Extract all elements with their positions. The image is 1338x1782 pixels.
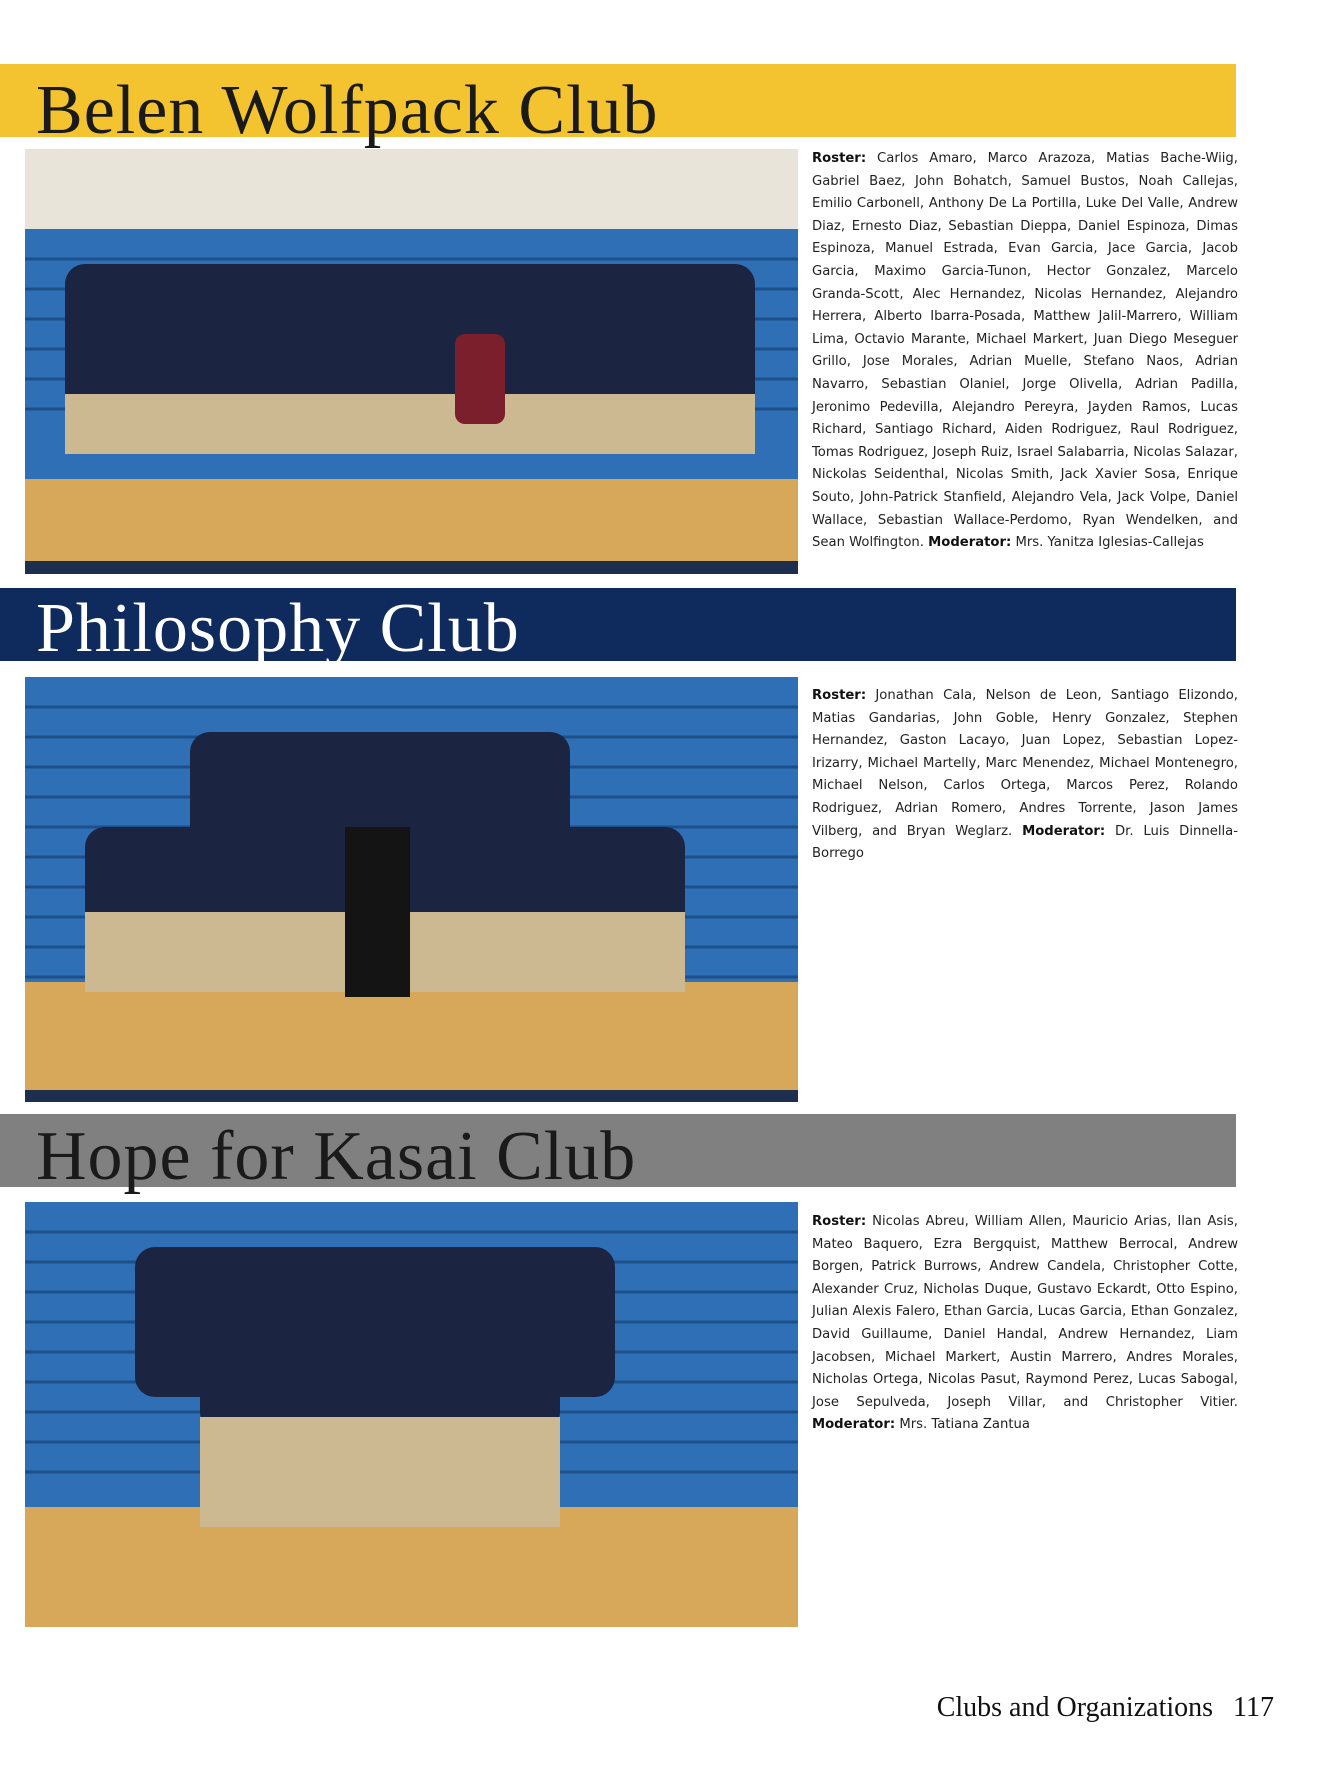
moderator-name: Mrs. Tatiana Zantua: [899, 1417, 1030, 1433]
club-photo-philosophy: [25, 677, 798, 1102]
club-roster-wolfpack: [812, 148, 1238, 555]
moderator-label: Moderator:: [928, 535, 1012, 551]
roster-label: Roster:: [812, 151, 867, 166]
moderator-name: Dr. Luis Dinnella-Borrego: [812, 823, 1238, 862]
club-photo-kasai: [25, 1202, 798, 1627]
roster-names: Carlos Amaro, Marco Arazoza, Matias Bache-Wiig, Gabriel Baez, John Bohatch, Samuel Bustos, Noah Callejas, Emilio Carbonell, Anthony De La Portilla, Luke Del Valle, Andrew Diaz, Ernesto Diaz, Sebastian Dieppa, Daniel Espinoza, Dimas Espinoza, Manuel Estrada, Evan Garcia, Jace Garcia, Jacob Garcia, Maximo Garcia-Tunon, Hector Gonzalez, Marcelo Granda-Scott, Alec Hernandez, Nicolas Hernandez, Alejandro Herrera, Alberto Ibarra-Posada, Matthew Jalil-Marrero, William Lima, Octavio Marante, Michael Markert, Juan Diego Meseguer Grillo, Jose Morales, Adrian Muelle, Stefano Naos, Adrian Navarro, Sebastian Olaniel, Jorge Olivella, Adrian Padilla, Jeronimo Pedevilla, Alejandro Pereyra, Jayden Ramos, Lucas Richard, Santiago Richard, Aiden Rodriguez, Raul Rodriguez, Tomas Rodriguez, Joseph Ruiz, Israel Salabarria, Nicolas Salazar, Nickolas Seidenthal, Nicolas Smith, Jack Xavier Sosa, Enrique Souto, John-Patrick Stanfield, Alejandro Vela, Jack Volpe, Daniel Wallace, Sebastian Wallace-Perdomo, Ryan Wendelken, and Sean Wolfington.: [812, 151, 1238, 551]
moderator-label: Moderator:: [812, 1417, 896, 1433]
roster-label: Roster:: [812, 688, 867, 703]
moderator-name: Mrs. Yanitza Iglesias-Callejas: [1015, 535, 1204, 551]
club-title-wolfpack: Belen Wolfpack Club: [36, 72, 659, 149]
club-banner-kasai: [0, 1114, 1236, 1195]
section-title: Clubs and Organizations: [936, 1692, 1214, 1723]
roster-names: Nicolas Abreu, William Allen, Mauricio Arias, Ilan Asis, Mateo Baquero, Ezra Bergquist, Matthew Berrocal, Andrew Borgen, Patrick Burrows, Andrew Candela, Christopher Cotte, Alexander Cruz, Nicholas Duque, Gustavo Eckardt, Otto Espino, Julian Alexis Falero, Ethan Garcia, Lucas Garcia, Ethan Gonzalez, David Guillaume, Daniel Handal, Andrew Hernandez, Liam Jacobsen, Michael Markert, Austin Marrero, Andres Morales, Nicholas Ortega, Nicolas Pasut, Raymond Perez, Lucas Sabogal, Jose Sepulveda, Joseph Villar, and Christopher Vitier.: [812, 1214, 1238, 1410]
page-footer: [937, 1692, 1274, 1724]
roster-label: Roster:: [812, 1214, 867, 1229]
club-photo-wolfpack: [25, 149, 798, 574]
club-title-philosophy: Philosophy Club: [36, 590, 520, 667]
club-roster-philosophy: [812, 685, 1238, 866]
roster-names: Jonathan Cala, Nelson de Leon, Santiago Elizondo, Matias Gandarias, John Goble, Henry Gonzalez, Stephen Hernandez, Gaston Lacayo, Juan Lopez, Sebastian Lopez-Irizarry, Michael Martelly, Marc Menendez, Michael Montenegro, Michael Nelson, Carlos Ortega, Marcos Perez, Rolando Rodriguez, Adrian Romero, Andres Torrente, Jason James Vilberg, and Bryan Weglarz.: [812, 688, 1238, 839]
club-banner-wolfpack: [0, 64, 1236, 149]
club-roster-kasai: [812, 1211, 1238, 1437]
page-number: 117: [1233, 1692, 1274, 1723]
club-title-kasai: Hope for Kasai Club: [36, 1118, 637, 1195]
club-banner-philosophy: [0, 588, 1236, 667]
moderator-label: Moderator:: [1022, 823, 1106, 839]
